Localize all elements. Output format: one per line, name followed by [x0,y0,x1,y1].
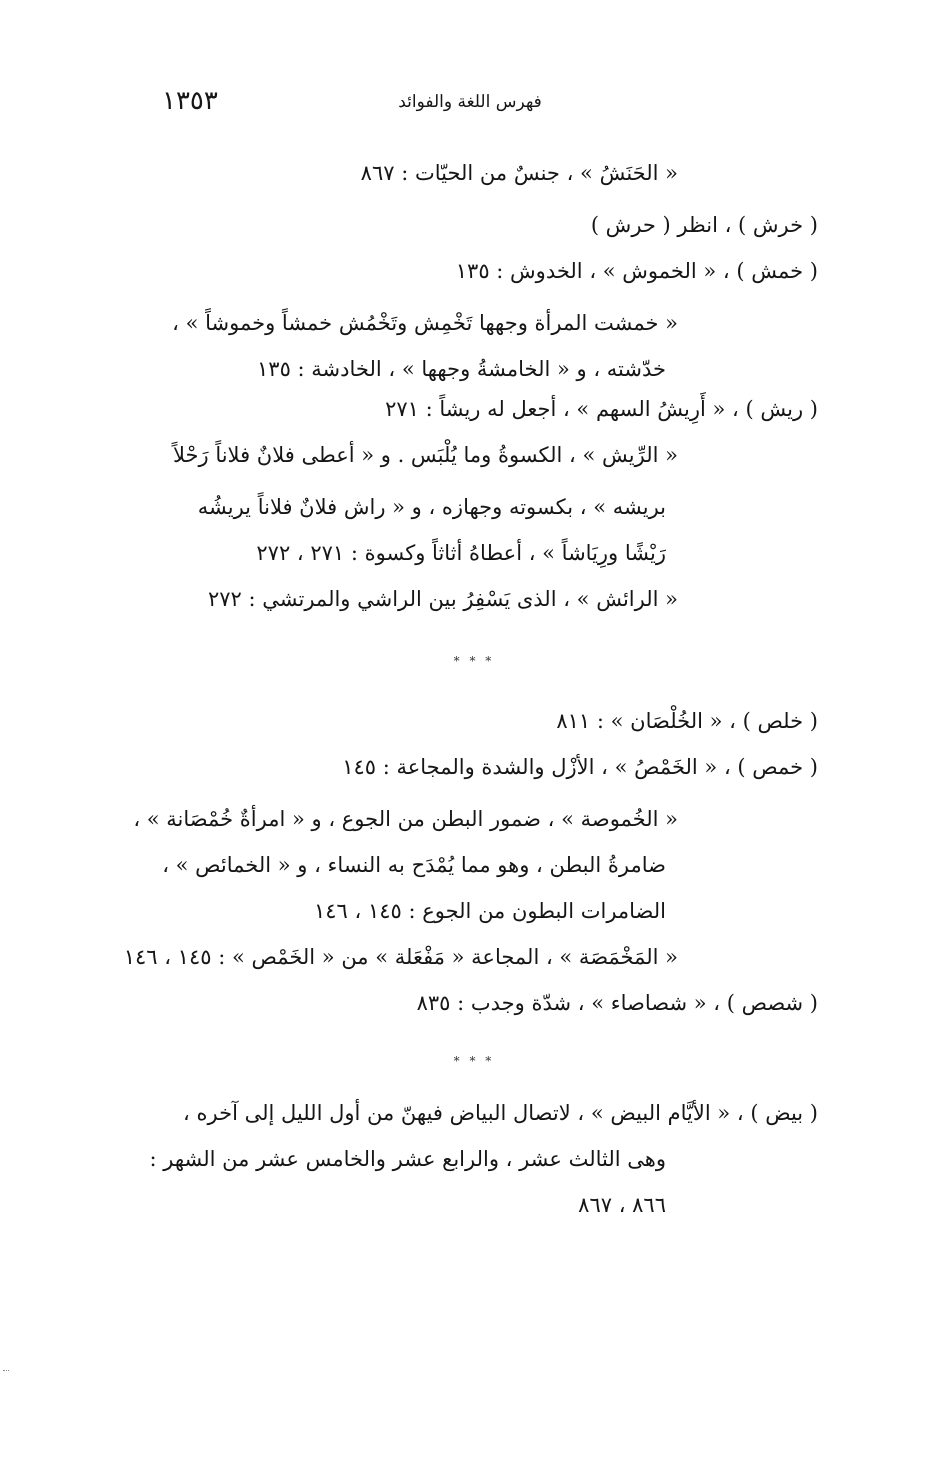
index-entry: ( شصص ) ، « شصاصاء » ، شدّة وجدب : ٨٣٥ [416,991,818,1015]
index-entry: « خمشت المرأة وجهها تَخْمِش وتَخْمُش خمشاً وخموشاً » ، [172,311,678,335]
page-header [0,86,948,126]
index-entry: خدّشته ، و « الخامشةُ وجهها » ، الخادشة : ١٣٥ [257,357,666,381]
index-entry: وهى الثالث عشر ، والرابع عشر والخامس عشر من الشهر : [149,1147,666,1171]
section-separator: * * * [453,1054,495,1068]
index-entry: الضامرات البطون من الجوع : ١٤٥ ، ١٤٦ [313,899,666,923]
index-entry: « الخُموصة » ، ضمور البطن من الجوع ، و « امرأةٌ خُمْصَانة » ، [133,807,678,831]
section-separator: * * * [453,654,495,668]
index-entry: ( خلص ) ، « الخُلْصَان » : ٨١١ [556,709,818,733]
index-entry: « المَخْمَصَة » ، المجاعة « مَفْعَلة » من « الخَمْص » : ١٤٥ ، ١٤٦ [123,945,678,969]
index-entry: « الرائش » ، الذى يَسْفِرُ بين الراشي والمرتشي : ٢٧٢ [207,587,678,611]
running-title: فهرس اللغة والفوائد [398,92,542,112]
index-entry: ( خمش ) ، « الخموش » ، الخدوش : ١٣٥ [455,259,818,283]
index-entry: ( ريش ) ، « أَرِيشُ السهم » ، أجعل له ريشاً : ٢٧١ [385,397,818,421]
index-entry: ٨٦٦ ، ٨٦٧ [578,1193,666,1217]
scan-margin-mark [3,1370,9,1371]
index-entry: ( خمص ) ، « الخَمْصُ » ، الأزْل والشدة والمجاعة : ١٤٥ [342,755,818,779]
index-entry: « الحَنَشُ » ، جنسٌ من الحيّات : ٨٦٧ [360,161,678,185]
index-entry: ( بيض ) ، « الأيَّام البيض » ، لاتصال البياض فيهنّ من أول الليل إلى آخره ، [183,1101,818,1125]
index-entry: ضامرةُ البطن ، وهو مما يُمْدَح به النساء ، و « الخمائص » ، [162,853,666,877]
index-entry: ( خرش ) ، انظر ( حرش ) [590,213,818,237]
index-entry: « الرِّيش » ، الكسوةُ وما يُلْبَس . و « أعطى فلانٌ فلاناً رَحْلاً [172,443,678,467]
index-entry: بريشه » ، بكسوته وجهازه ، و « راش فلانٌ فلاناً يريشُه [197,495,666,519]
index-entry: رَيْشًا ورِيَاشاً » ، أعطاهُ أثاثاً وكسوة : ٢٧١ ، ٢٧٢ [256,541,666,565]
page-number: ١٣٥٣ [162,86,218,116]
